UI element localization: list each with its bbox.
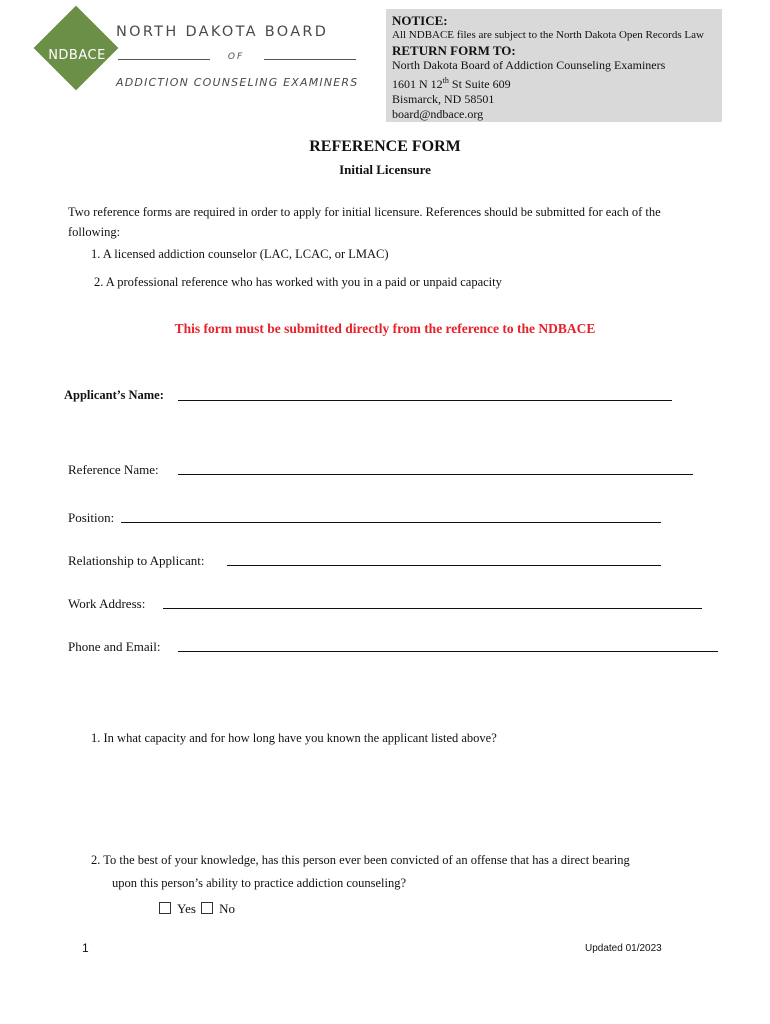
return-org: North Dakota Board of Addiction Counseling Examiners <box>392 58 666 72</box>
work-address-label: Work Address: <box>68 596 146 611</box>
intro-paragraph: Two reference forms are required in order to apply for initial licensure. References should be submitted for each of the following: <box>68 205 661 239</box>
logo-rule-right <box>264 59 356 60</box>
question-2-line-2: upon this person’s ability to practice addiction counseling? <box>112 876 407 890</box>
notice-box <box>386 9 722 122</box>
return-address <box>392 73 716 92</box>
no-checkbox[interactable] <box>201 902 213 914</box>
applicant-name-label: Applicant’s Name: <box>64 388 164 402</box>
notice-text: All NDBACE files are subject to the North Dakota Open Records Law <box>392 29 704 41</box>
address-prefix: 1601 N 12 <box>392 77 443 91</box>
phone-email-label: Phone and Email: <box>68 639 161 654</box>
phone-email-line[interactable] <box>178 651 718 652</box>
updated-date: Updated 01/2023 <box>585 943 662 954</box>
reference-name-label: Reference Name: <box>68 462 159 477</box>
yes-checkbox[interactable] <box>159 902 171 914</box>
submission-warning: This form must be submitted directly from the reference to the NDBACE <box>174 321 596 336</box>
yes-label: Yes <box>177 901 196 916</box>
return-city: Bismarck, ND 58501 <box>392 92 495 106</box>
page-number: 1 <box>82 941 89 955</box>
return-email: board@ndbace.org <box>392 107 484 121</box>
work-address-line[interactable] <box>163 608 702 609</box>
return-heading: RETURN FORM TO: <box>392 43 516 58</box>
logo-line-addiction-counseling: ADDICTION COUNSELING EXAMINERS <box>116 76 359 89</box>
address-sup: th <box>442 76 449 85</box>
form-subtitle: Initial Licensure <box>339 162 431 177</box>
requirement-2: 2. A professional reference who has worked with you in a paid or unpaid capacity <box>94 275 502 289</box>
address-suffix: St Suite 609 <box>448 77 511 91</box>
ndbace-logo <box>38 12 359 102</box>
applicant-name-line[interactable] <box>178 400 672 401</box>
logo-of-divider <box>116 52 356 66</box>
yes-no-options <box>159 901 235 917</box>
question-1: 1. In what capacity and for how long have you known the applicant listed above? <box>91 731 497 745</box>
relationship-label: Relationship to Applicant: <box>68 553 205 568</box>
logo-of-text: OF <box>227 52 245 62</box>
requirement-1: 1. A licensed addiction counselor (LAC, LCAC, or LMAC) <box>91 247 389 261</box>
logo-rule-left <box>118 59 210 60</box>
logo-line-north-dakota-board: NORTH DAKOTA BOARD <box>116 24 329 40</box>
no-label: No <box>219 901 236 916</box>
notice-heading: NOTICE: <box>392 13 448 28</box>
logo-abbreviation: NDBACE <box>48 48 106 63</box>
reference-name-line[interactable] <box>178 474 693 475</box>
question-2-line-1: 2. To the best of your knowledge, has this person ever been convicted of an offense that has a direct bearing <box>91 853 630 867</box>
position-line[interactable] <box>121 522 661 523</box>
position-label: Position: <box>68 510 115 525</box>
form-title: REFERENCE FORM <box>309 138 461 155</box>
relationship-line[interactable] <box>227 565 661 566</box>
